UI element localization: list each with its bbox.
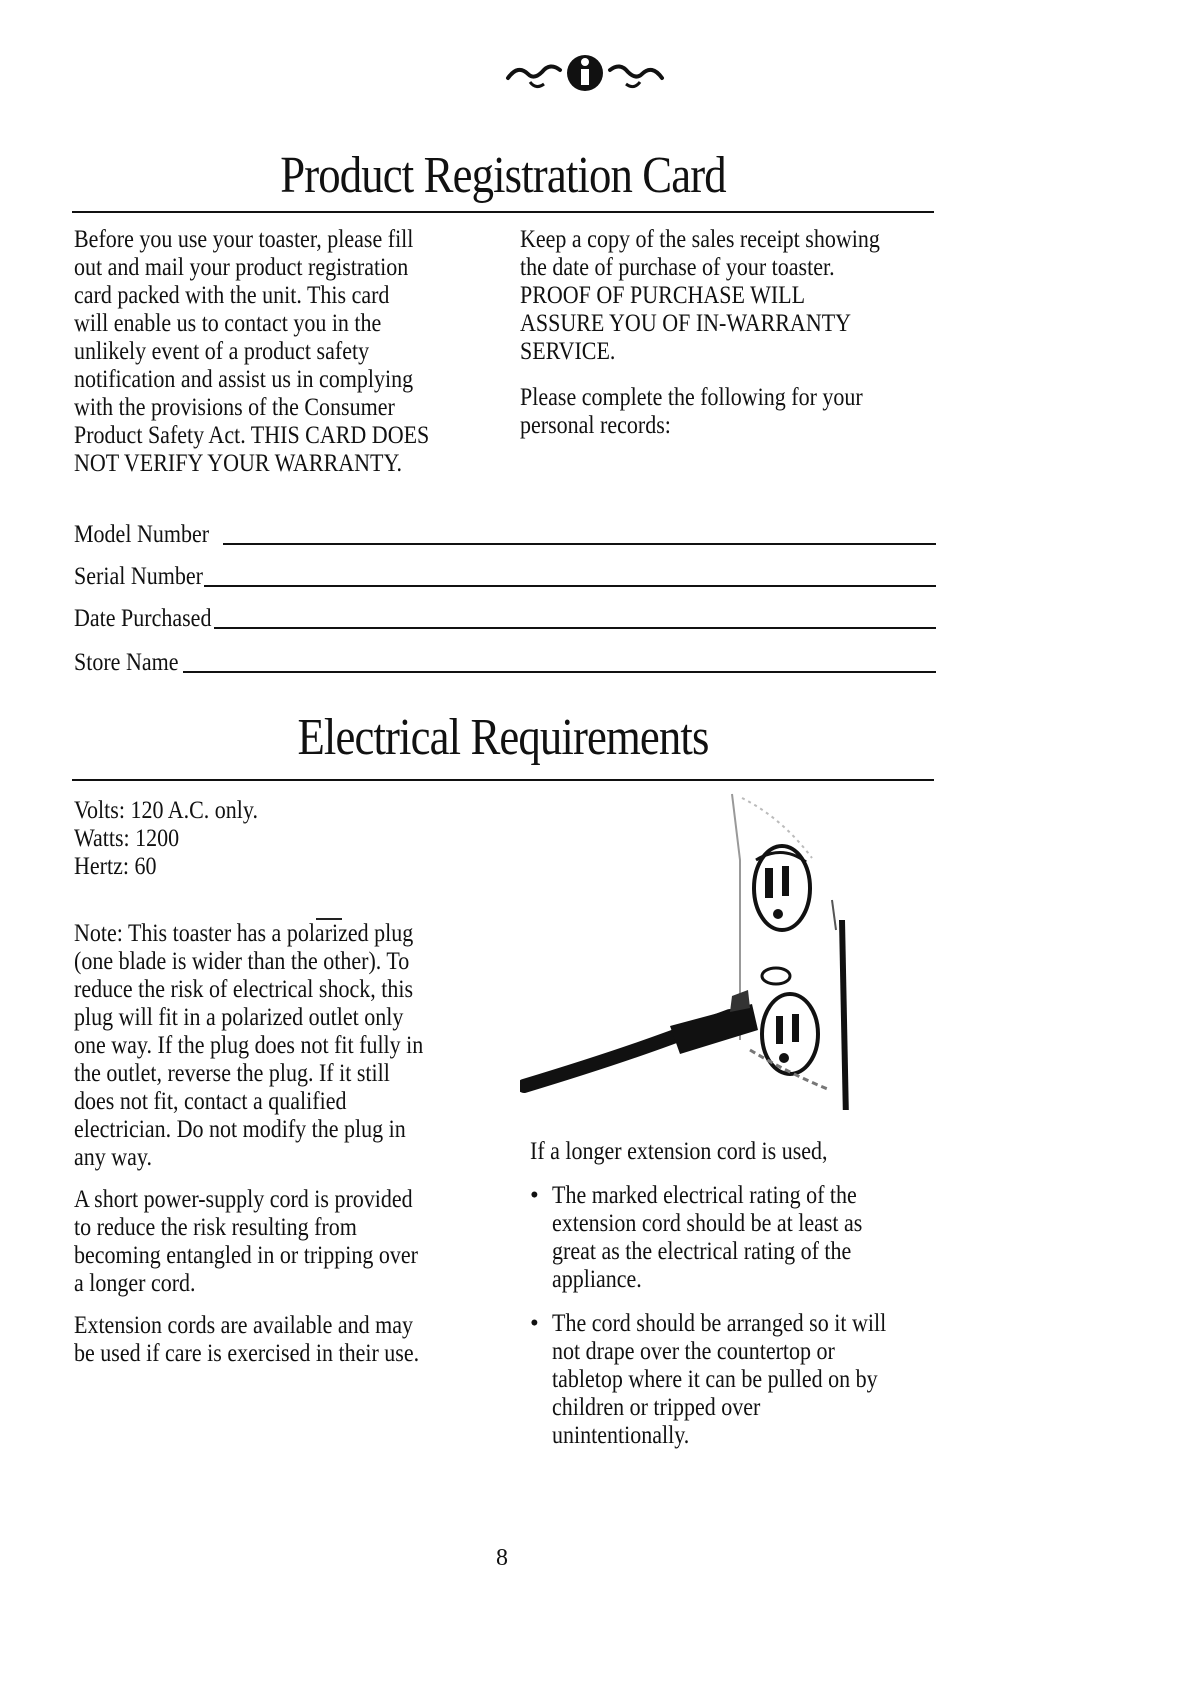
volts-spec: Volts: 120 A.C. only. — [74, 797, 258, 824]
extension-bullet-list — [530, 1182, 960, 1450]
store-name-field[interactable] — [74, 648, 936, 678]
extension-rating-bullet: The marked electrical rating of the extension cord should be at least as great as the electrical rating of the appliance. — [552, 1182, 863, 1293]
list-item — [530, 1310, 960, 1450]
electrical-divider — [72, 779, 934, 781]
registration-intro-left — [74, 226, 534, 496]
electrical-title: Electrical Requirements — [297, 709, 709, 766]
registration-instructions: Before you use your toaster, please fill out and mail your product registration card packed with the unit. This card will enable us to contact you in the unlikely event of a product safety notification and assist us in complying with the provisions of the Consumer Product Safety Act. THIS CARD DOES NOT VERIFY YOUR WARRANTY. — [74, 226, 430, 477]
polarized-plug-note: Note: This toaster has a polarized plug (one blade is wider than the other). To reduce the risk of electrical shock, this plug will fit in a polarized outlet only one way. If the plug does not fit fully in the outlet, reverse the plug. If it still does not fit, contact a qualified electrician. Do not modify the plug in any way. — [74, 920, 424, 1171]
registration-intro-right — [520, 226, 980, 458]
extension-cord-note: Extension cords are available and may be used if care is exercised in their use. — [74, 1312, 420, 1367]
title-divider — [72, 211, 934, 213]
electrical-specs — [74, 797, 474, 881]
hertz-spec: Hertz: 60 — [74, 853, 157, 880]
info-ornament-icon — [500, 48, 670, 98]
model-number-field[interactable] — [74, 520, 936, 550]
model-number-label: Model Number — [74, 521, 210, 548]
page-number: 8 — [496, 1545, 508, 1571]
short-cord-note: A short power-supply cord is provided to reduce the risk resulting from becoming entangled in or tripping over a longer cord. — [74, 1186, 418, 1297]
date-purchased-label: Date Purchased — [74, 605, 212, 632]
proof-of-purchase-note: Keep a copy of the sales receipt showing the date of purchase of your toaster. PROOF OF PURCHASE WILL ASSURE YOU OF IN-WARRANTY SERVICE. — [520, 226, 880, 365]
plug-notes — [74, 920, 534, 1382]
personal-records-note: Please complete the following for your personal records: — [520, 384, 863, 439]
serial-number-label: Serial Number — [74, 563, 203, 590]
date-purchased-field[interactable] — [74, 604, 936, 634]
outlet-plug-illustration — [520, 790, 940, 1110]
registration-title: Product Registration Card — [280, 147, 726, 204]
serial-number-field[interactable] — [74, 562, 936, 592]
store-name-label: Store Name — [74, 649, 179, 676]
extension-intro: If a longer extension cord is used, — [530, 1138, 828, 1165]
list-item — [530, 1182, 960, 1294]
extension-cord-guidance — [530, 1138, 960, 1466]
watts-spec: Watts: 1200 — [74, 825, 180, 852]
cord-arrangement-bullet: The cord should be arranged so it will not drape over the countertop or tabletop where it can be pulled on by children or tripped over unintentionally. — [552, 1310, 887, 1449]
